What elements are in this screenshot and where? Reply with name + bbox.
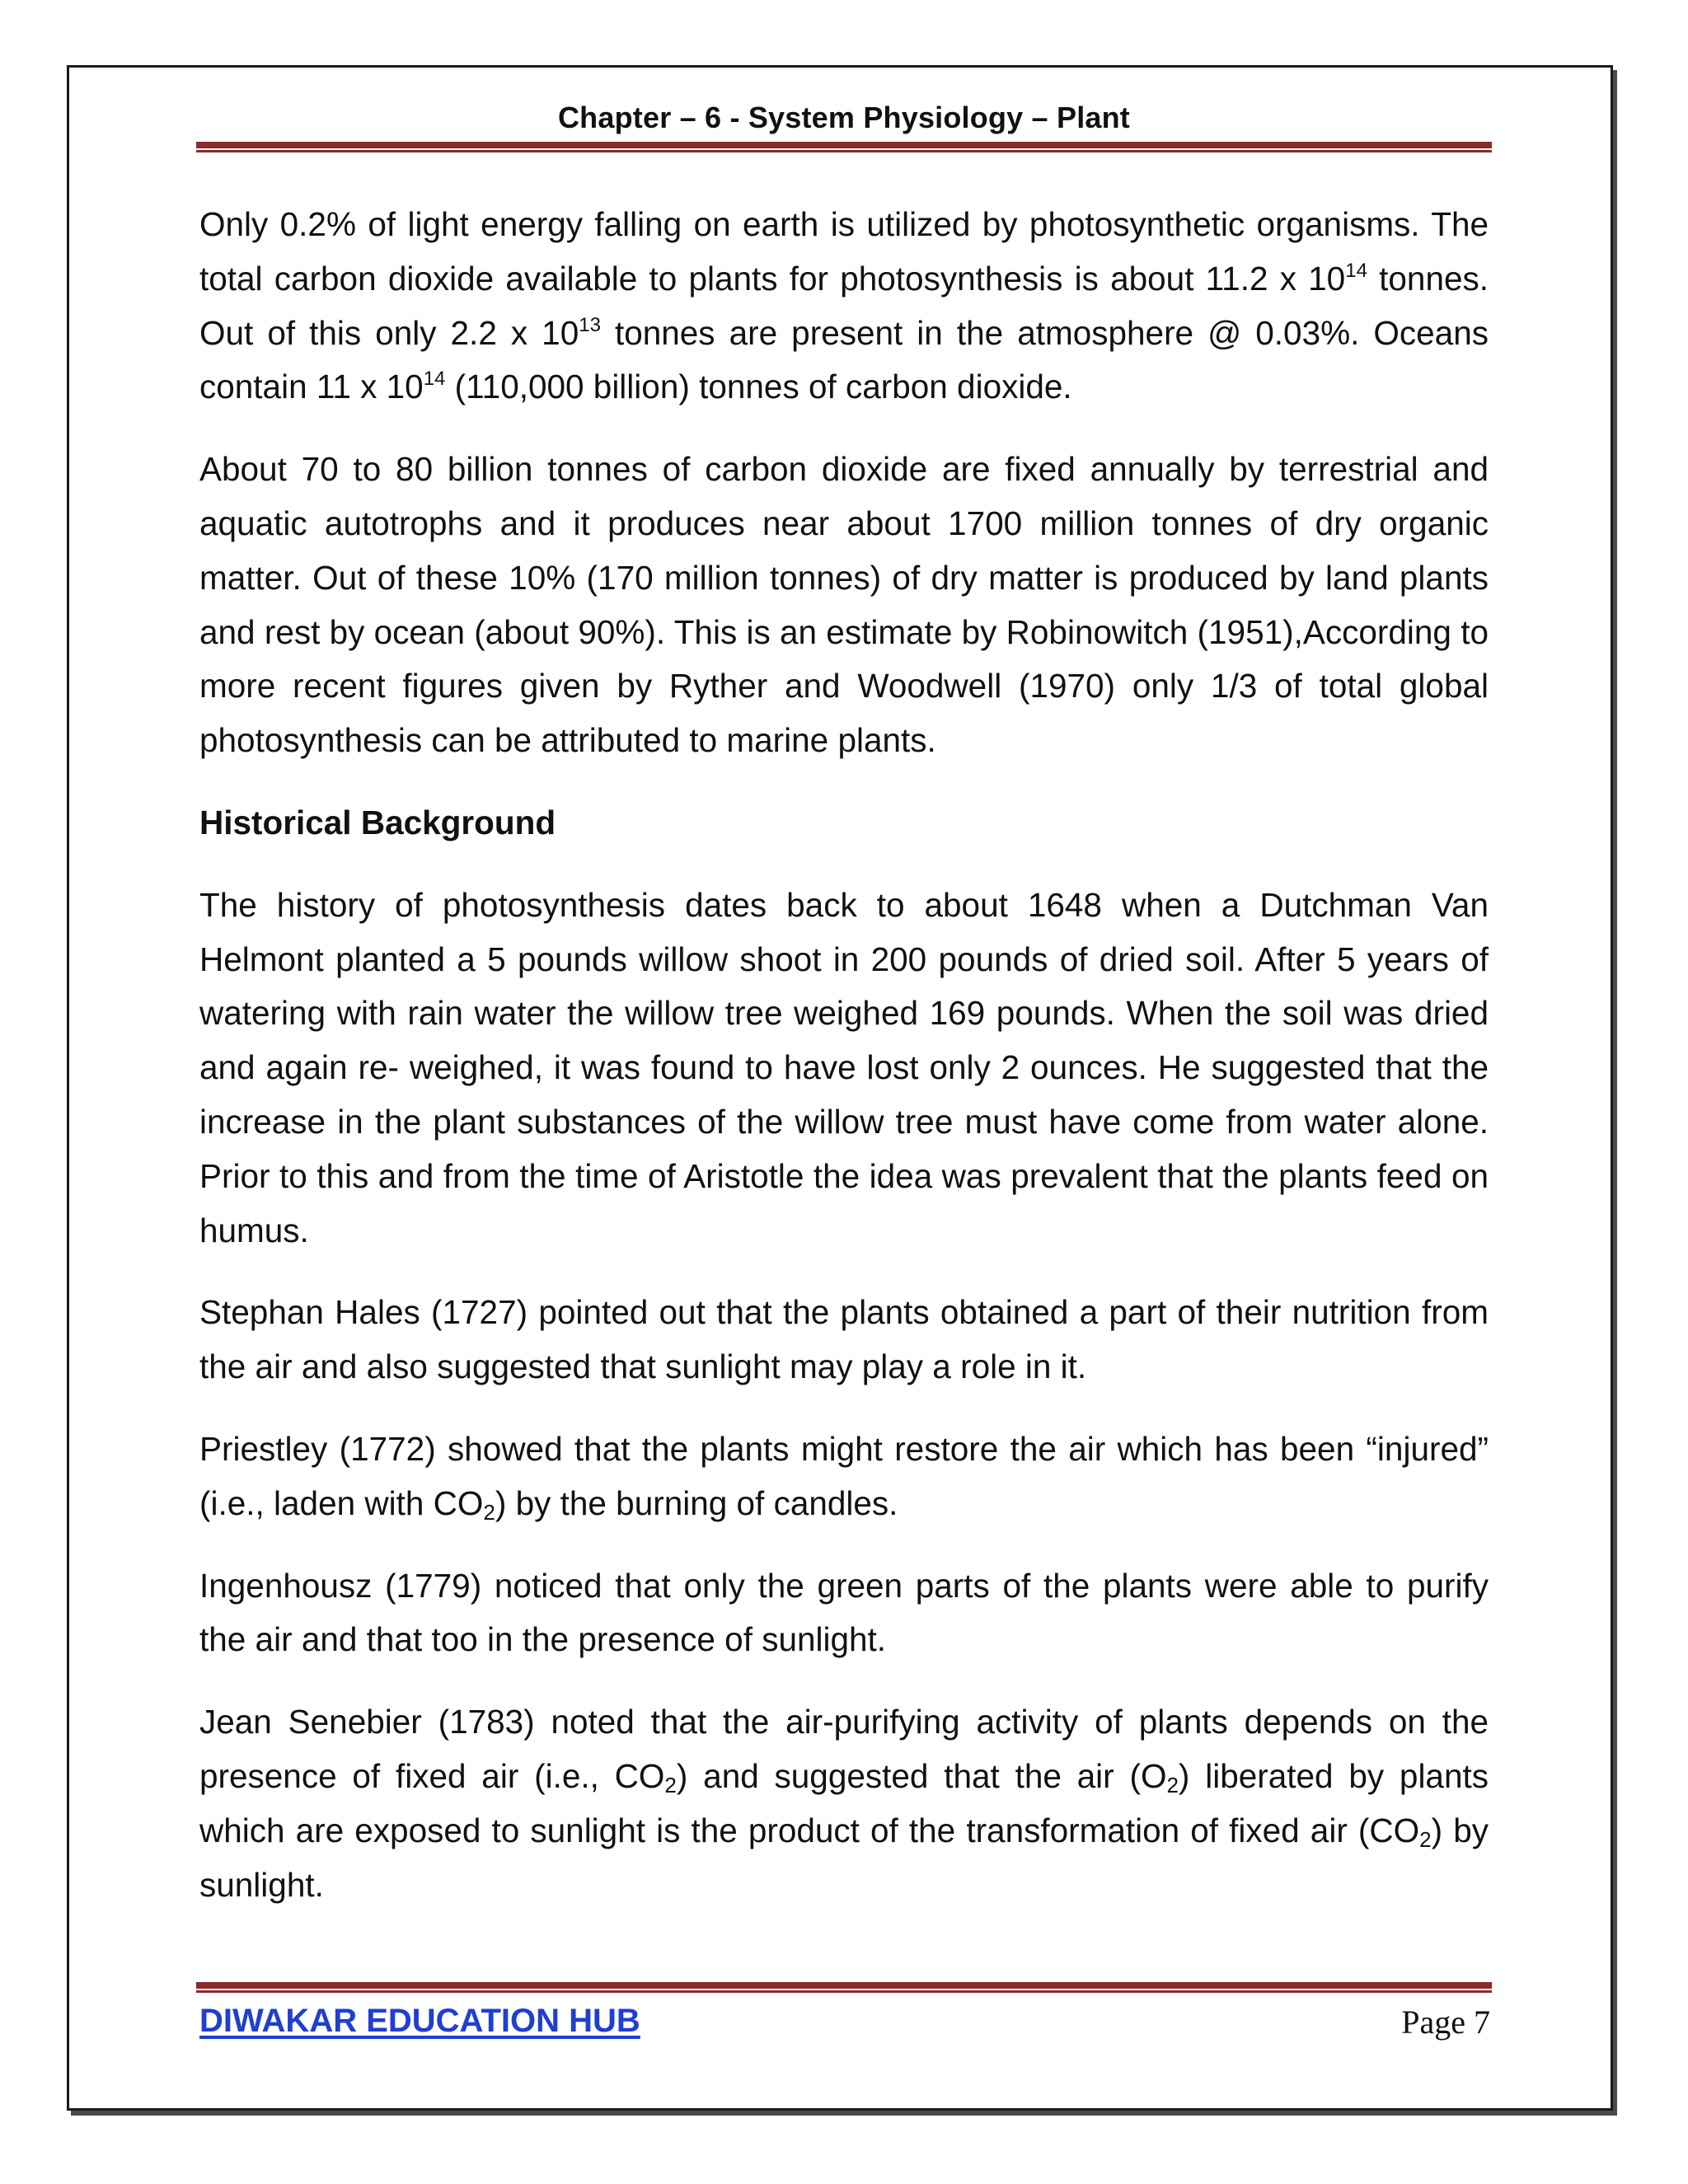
p7-sub-2: 2 [1166, 1772, 1179, 1797]
document-body [199, 198, 1489, 1940]
paragraph-carbon-fixation: About 70 to 80 billion tonnes of carbon dioxide are fixed annually by terrestrial and aquatic autotrophs and it produces near about 1700 million tonnes of dry organic matter. Out of these 10% (170 million tonnes) of dry matter is produced by land plants and rest by ocean (about 90%). This is an estimate by Robinowitch (1951),According to more recent figures given by Ryther and Woodwell (1970) only 1/3 of total global photosynthesis can be attributed to marine plants. [199, 450, 1489, 760]
header-rule-thick [196, 142, 1492, 148]
p1-sup-1: 14 [1345, 259, 1367, 282]
p1-text-c: tonnes are present in the atmosphere @ 0.03%. Oceans contain 11 x 10 [199, 313, 1489, 406]
paragraph-senebier [199, 1695, 1489, 1912]
paragraph-stephan-hales: Stephan Hales (1727) pointed out that the plants obtained a part of their nutrition from the air and also suggested that sunlight may play a role in it. [199, 1293, 1489, 1386]
p1-sup-2: 13 [579, 313, 601, 336]
paragraph-van-helmont: The history of photosynthesis dates back to about 1648 when a Dutchman Van Helmont planted a 5 pounds willow shoot in 200 pounds of dried soil. After 5 years of watering with rain water the willow tree weighed 169 pounds. When the soil was dried and again re- weighed, it was found to have lost only 2 ounces. He suggested that the increase in the plant substances of the willow tree must have come from water alone. Prior to this and from the time of Aristotle the idea was prevalent that the plants feed on humus. [199, 885, 1489, 1249]
paragraph-ingenhousz: Ingenhousz (1779) noticed that only the green parts of the plants were able to purify the air and that too in the presence of sunlight. [199, 1566, 1489, 1659]
paragraph-co2-availability [199, 198, 1489, 415]
header-rule-thin [196, 150, 1492, 152]
p7-text-c: ) liberated by plants which are exposed to sunlight is the product of the transformation of fixed air (CO [199, 1756, 1489, 1849]
page-header-title: Chapter – 6 - System Physiology – Plant [557, 101, 1130, 134]
p7-sub-3: 2 [1419, 1826, 1432, 1852]
p7-text-d: ) by sunlight. [199, 1811, 1489, 1904]
footer-rule [196, 1982, 1492, 1994]
footer-rule-thin [196, 1990, 1492, 1993]
p5-text-a: Priestley (1772) showed that the plants might restore the air which has been “injured” (i.e., laden with CO [199, 1429, 1489, 1522]
header-rule [196, 142, 1492, 153]
p7-text-b: ) and suggested that the air (O [676, 1756, 1167, 1795]
footer-brand-link[interactable]: DIWAKAR EDUCATION HUB [199, 2003, 640, 2039]
p7-sub-1: 2 [664, 1772, 677, 1797]
section-heading-historical-background: Historical Background [199, 803, 556, 841]
p1-text-d: (110,000 billion) tonnes of carbon dioxide. [445, 368, 1072, 406]
footer-page-number: Page 7 [1401, 2004, 1490, 2041]
paragraph-priestley [199, 1422, 1489, 1531]
p7-text-a: Jean Senebier (1783) noted that the air-purifying activity of plants depends on the presence of fixed air (i.e., CO [199, 1703, 1489, 1795]
p5-sub-1: 2 [483, 1499, 495, 1525]
p5-text-b: ) by the burning of candles. [495, 1483, 898, 1522]
footer-rule-thick [196, 1982, 1492, 1989]
p1-text-b: tonnes. Out of this only 2.2 x 10 [199, 259, 1489, 352]
p1-text-a: Only 0.2% of light energy falling on earth is utilized by photosynthetic organisms. The total carbon dioxide available to plants for photosynthesis is about 11.2 x 10 [199, 205, 1489, 298]
p1-sup-3: 14 [423, 368, 446, 391]
